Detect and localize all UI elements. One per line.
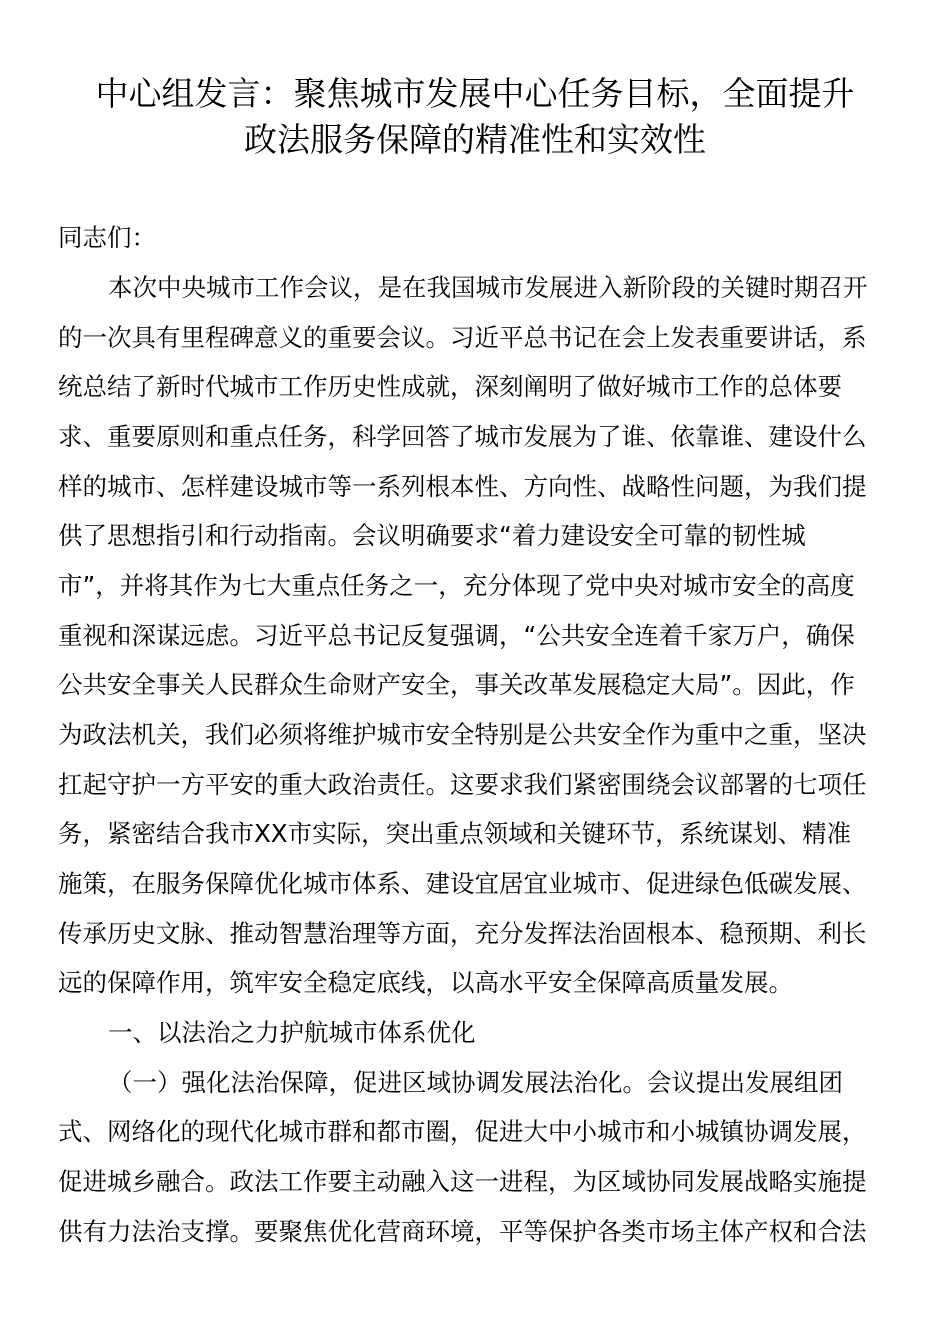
paragraph-line: 式、网络化的现代化城市群和都市圈，促进大中小城市和小城镇协调发展， [58,1117,867,1146]
paragraph-line: 供了思想指引和行动指南。会议明确要求“着力建设安全可靠的韧性城 [58,521,806,550]
paragraph-line: 扛起守护一方平安的重大政治责任。这要求我们紧密围绕会议部署的七项任 [58,770,867,799]
paragraph-line: 统总结了新时代城市工作历史性成就，深刻阐明了做好城市工作的总体要 [58,372,842,401]
document-title-line-1: 中心组发言：聚焦城市发展中心任务目标，全面提升 [95,74,855,113]
paragraph-line: 施策，在服务保障优化城市体系、建设宜居宜业城市、促进绿色低碳发展、 [58,869,867,898]
paragraph-line: 样的城市、怎样建设城市等一系列根本性、方向性、战略性问题，为我们提 [58,472,867,501]
section-heading-1: 一、以法治之力护航城市体系优化 [108,1018,476,1047]
paragraph-line: 公共安全事关人民群众生命财产安全，事关改革发展稳定大局”。因此，作 [58,670,855,699]
paragraph-line: 传承历史文脉、推动智慧治理等方面，充分发挥法治固根本、稳预期、利长 [58,919,867,948]
paragraph-line: 为政法机关，我们必须将维护城市安全特别是公共安全作为重中之重，坚决 [58,720,867,749]
paragraph-line: 远的保障作用，筑牢安全稳定底线，以高水平安全保障高质量发展。 [58,968,793,997]
paragraph-line: 本次中央城市工作会议，是在我国城市发展进入新阶段的关键时期召开 [108,273,868,302]
salutation: 同志们： [58,223,156,252]
paragraph-line: 求、重要原则和重点任务，科学回答了城市发展为了谁、依靠谁、建设什么 [58,422,867,451]
document-title-line-2: 政法服务保障的精准性和实效性 [244,120,706,159]
paragraph-line: 促进城乡融合。政法工作要主动融入这一进程，为区域协同发展战略实施提 [58,1167,867,1196]
paragraph-line: 市”，并将其作为七大重点任务之一，充分体现了党中央对城市安全的高度 [58,571,855,600]
paragraph-line: 务，紧密结合我市XX市实际，突出重点领域和关键环节，系统谋划、精准 [58,819,852,848]
paragraph-line: （一）强化法治保障，促进区域协调发展法治化。会议提出发展组团 [108,1068,843,1097]
paragraph-line: 的一次具有里程碑意义的重要会议。习近平总书记在会上发表重要讲话，系 [58,323,867,352]
paragraph-line: 供有力法治支撑。要聚焦优化营商环境，平等保护各类市场主体产权和合法 [58,1217,867,1246]
paragraph-line: 重视和深谋远虑。习近平总书记反复强调，“公共安全连着千家万户，确保 [58,621,855,650]
